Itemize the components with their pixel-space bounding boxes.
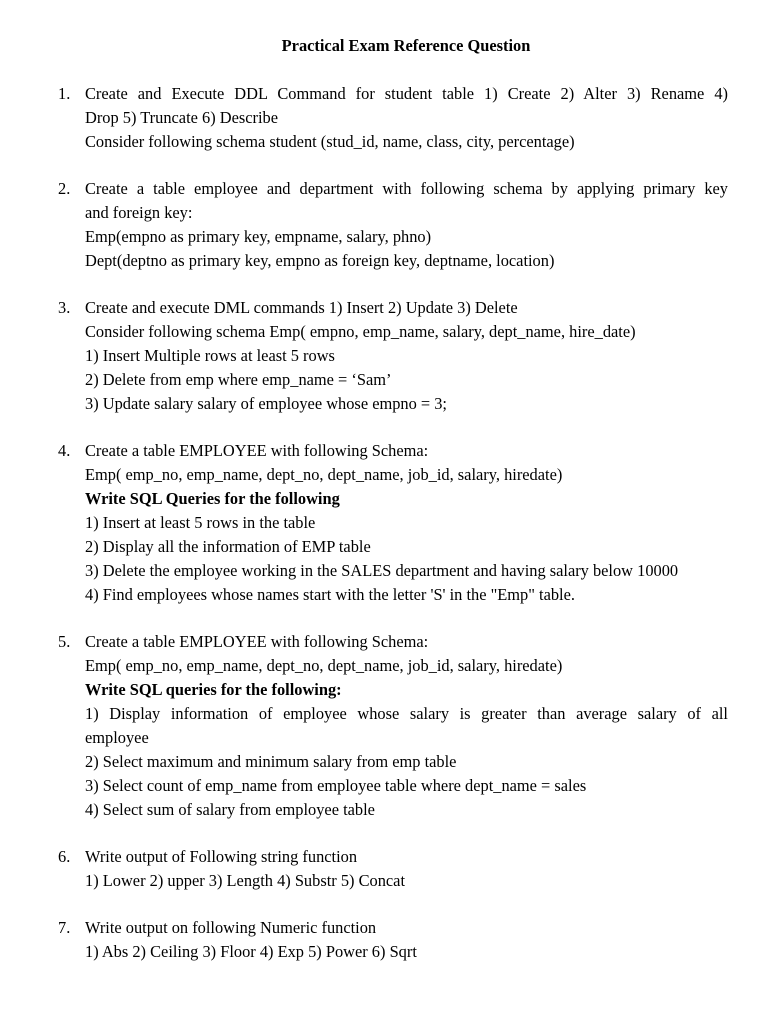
question-line: Emp( emp_no, emp_name, dept_no, dept_name, job_id, salary, hiredate) [85,656,563,675]
question-line: Create a table EMPLOYEE with following Schema: [85,441,429,460]
question-line: and foreign key: [85,203,193,222]
question-line: Drop 5) Truncate 6) Describe [85,108,278,127]
question-line: 1) Insert at least 5 rows in the table [85,513,316,532]
question-line: Dept(deptno as primary key, empno as foreign key, deptname, location) [85,251,555,270]
question-7 [58,916,728,964]
question-line: Emp( emp_no, emp_name, dept_no, dept_name, job_id, salary, hiredate) [85,465,563,484]
question-line: 1) Insert Multiple rows at least 5 rows [85,346,335,365]
question-number: 4. [58,441,71,460]
question-line: 1) Abs 2) Ceiling 3) Floor 4) Exp 5) Power 6) Sqrt [85,942,417,961]
question-line: 3) Delete the employee working in the SALES department and having salary below 10000 [85,561,679,580]
question-number: 6. [58,847,71,866]
question-line: Create a table EMPLOYEE with following Schema: [85,632,429,651]
question-5 [58,630,728,822]
question-1 [58,82,728,154]
question-number: 5. [58,632,71,651]
document-title: Practical Exam Reference Question [281,36,531,55]
question-line: Write output of Following string function [85,847,358,866]
question-line: Create and execute DML commands 1) Insert 2) Update 3) Delete [85,298,518,317]
question-number: 2. [58,179,71,198]
question-line: Consider following schema student (stud_id, name, class, city, percentage) [85,132,575,151]
question-2 [58,177,728,273]
question-line: 4) Select sum of salary from employee table [85,800,375,819]
question-line: Create and Execute DDL Command for student table 1) Create 2) Alter 3) Rename 4) [85,84,728,103]
question-list [58,82,728,987]
question-line: 2) Display all the information of EMP table [85,537,371,556]
question-line: 3) Update salary salary of employee whose empno = 3; [85,394,447,413]
question-subheading: Write SQL queries for the following: [85,680,342,699]
question-number: 7. [58,918,71,937]
question-number: 3. [58,298,71,317]
question-line: 3) Select count of emp_name from employee table where dept_name = sales [85,776,587,795]
question-line: 1) Display information of employee whose salary is greater than average salary of all [85,704,728,723]
question-line: Emp(empno as primary key, empname, salary, phno) [85,227,432,246]
question-line: 2) Delete from emp where emp_name = ‘Sam’ [85,370,392,389]
question-3 [58,296,728,416]
question-subheading: Write SQL Queries for the following [85,489,340,508]
question-line: 2) Select maximum and minimum salary from emp table [85,752,457,771]
question-number: 1. [58,84,71,103]
question-line: 4) Find employees whose names start with the letter 'S' in the "Emp" table. [85,585,575,604]
question-6 [58,845,728,893]
question-line: Write output on following Numeric function [85,918,377,937]
question-4 [58,439,728,607]
question-line: Consider following schema Emp( empno, emp_name, salary, dept_name, hire_date) [85,322,636,341]
question-line: 1) Lower 2) upper 3) Length 4) Substr 5) Concat [85,871,405,890]
question-line: employee [85,728,149,747]
question-line: Create a table employee and department with following schema by applying primary key [85,179,728,198]
